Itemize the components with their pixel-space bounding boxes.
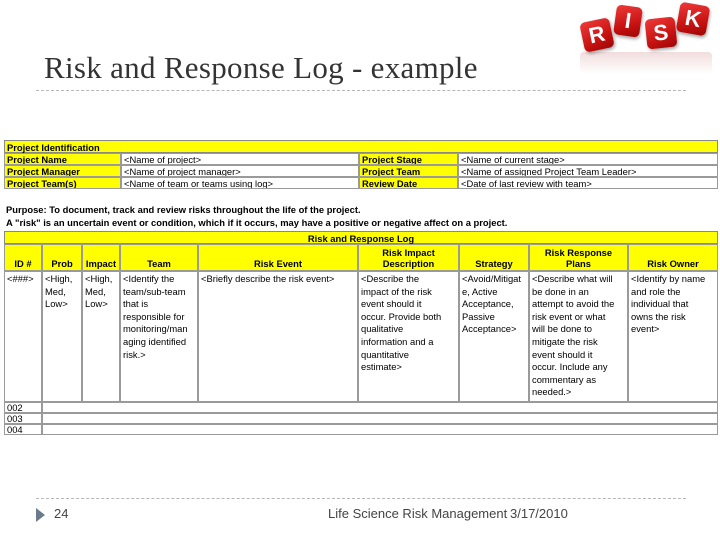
- slide-title: Risk and Response Log - example: [44, 50, 478, 85]
- row-002-empty: [42, 402, 718, 413]
- project-manager-label: Project Manager: [4, 165, 121, 177]
- risk-definition-line: A "risk" is an uncertain event or condition, which if it occurs, may have a positive or negative affect on a project.: [6, 217, 508, 228]
- example-impact-cell: <High, Med, Low>: [82, 271, 120, 402]
- project-team-label: Project Team: [359, 165, 458, 177]
- logo-tile-k: K: [676, 2, 711, 37]
- example-strategy-cell: <Avoid/Mitigat e, Active Acceptance, Passive Acceptance>: [459, 271, 529, 402]
- page-number: 24: [54, 506, 69, 521]
- project-stage-label: Project Stage: [359, 153, 458, 165]
- example-prob-cell: <High, Med, Low>: [42, 271, 82, 402]
- purpose-line: Purpose: To document, track and review risks throughout the life of the project.: [6, 204, 361, 215]
- bullet-arrow-icon: [36, 508, 45, 522]
- col-header-risk-impact: Risk Impact Description: [358, 244, 459, 271]
- project-name-value: <Name of project>: [121, 153, 359, 165]
- col-header-risk-event: Risk Event: [198, 244, 358, 271]
- project-manager-value: <Name of project manager>: [121, 165, 359, 177]
- row-004-empty: [42, 424, 718, 435]
- example-id-cell: <###>: [4, 271, 42, 402]
- col-header-response-plans: Risk Response Plans: [529, 244, 628, 271]
- col-header-team: Team: [120, 244, 198, 271]
- example-risk-event-cell: <Briefly describe the risk event>: [198, 271, 358, 402]
- col-header-prob: Prob: [42, 244, 82, 271]
- logo-tile-r: R: [579, 17, 615, 53]
- example-risk-owner-cell: <Identify by name and role the individual that owns the risk event>: [628, 271, 718, 402]
- footer-divider: [36, 498, 686, 499]
- example-response-plans-cell: <Describe what will be done in an attempt to avoid the risk event or what will be done to mitigate the risk event should it occur. Include any commentary as needed.>: [529, 271, 628, 402]
- col-header-strategy: Strategy: [459, 244, 529, 271]
- risk-logo: [560, 0, 720, 80]
- project-teams-value: <Name of team or teams using log>: [121, 177, 359, 189]
- review-date-label: Review Date: [359, 177, 458, 189]
- logo-reflection: [580, 52, 712, 74]
- example-team-cell: <Identify the team/sub-team that is responsible for monitoring/man aging identified risk.>: [120, 271, 198, 402]
- logo-tile-i: I: [613, 4, 643, 37]
- row-id-004: 004: [4, 424, 42, 435]
- col-header-risk-owner: Risk Owner: [628, 244, 718, 271]
- review-date-value: <Date of last review with team>: [458, 177, 718, 189]
- example-risk-impact-cell: <Describe the impact of the risk event should it occur. Provide both qualitative information and a quantitative estimate>: [358, 271, 459, 402]
- risk-log-sheet: [4, 140, 718, 440]
- footer-date: 3/17/2010: [510, 506, 568, 521]
- project-stage-value: <Name of current stage>: [458, 153, 718, 165]
- project-team-value: <Name of assigned Project Team Leader>: [458, 165, 718, 177]
- risk-response-log-header: Risk and Response Log: [4, 231, 718, 244]
- row-003-empty: [42, 413, 718, 424]
- project-name-label: Project Name: [4, 153, 121, 165]
- row-id-003: 003: [4, 413, 42, 424]
- col-header-id: ID #: [4, 244, 42, 271]
- footer-course-title: Life Science Risk Management: [328, 506, 508, 521]
- project-identification-header: Project Identification: [4, 140, 718, 153]
- row-id-002: 002: [4, 402, 42, 413]
- col-header-impact: Impact: [82, 244, 120, 271]
- logo-tile-s: S: [645, 17, 678, 50]
- project-teams-label: Project Team(s): [4, 177, 121, 189]
- title-divider: [36, 90, 686, 91]
